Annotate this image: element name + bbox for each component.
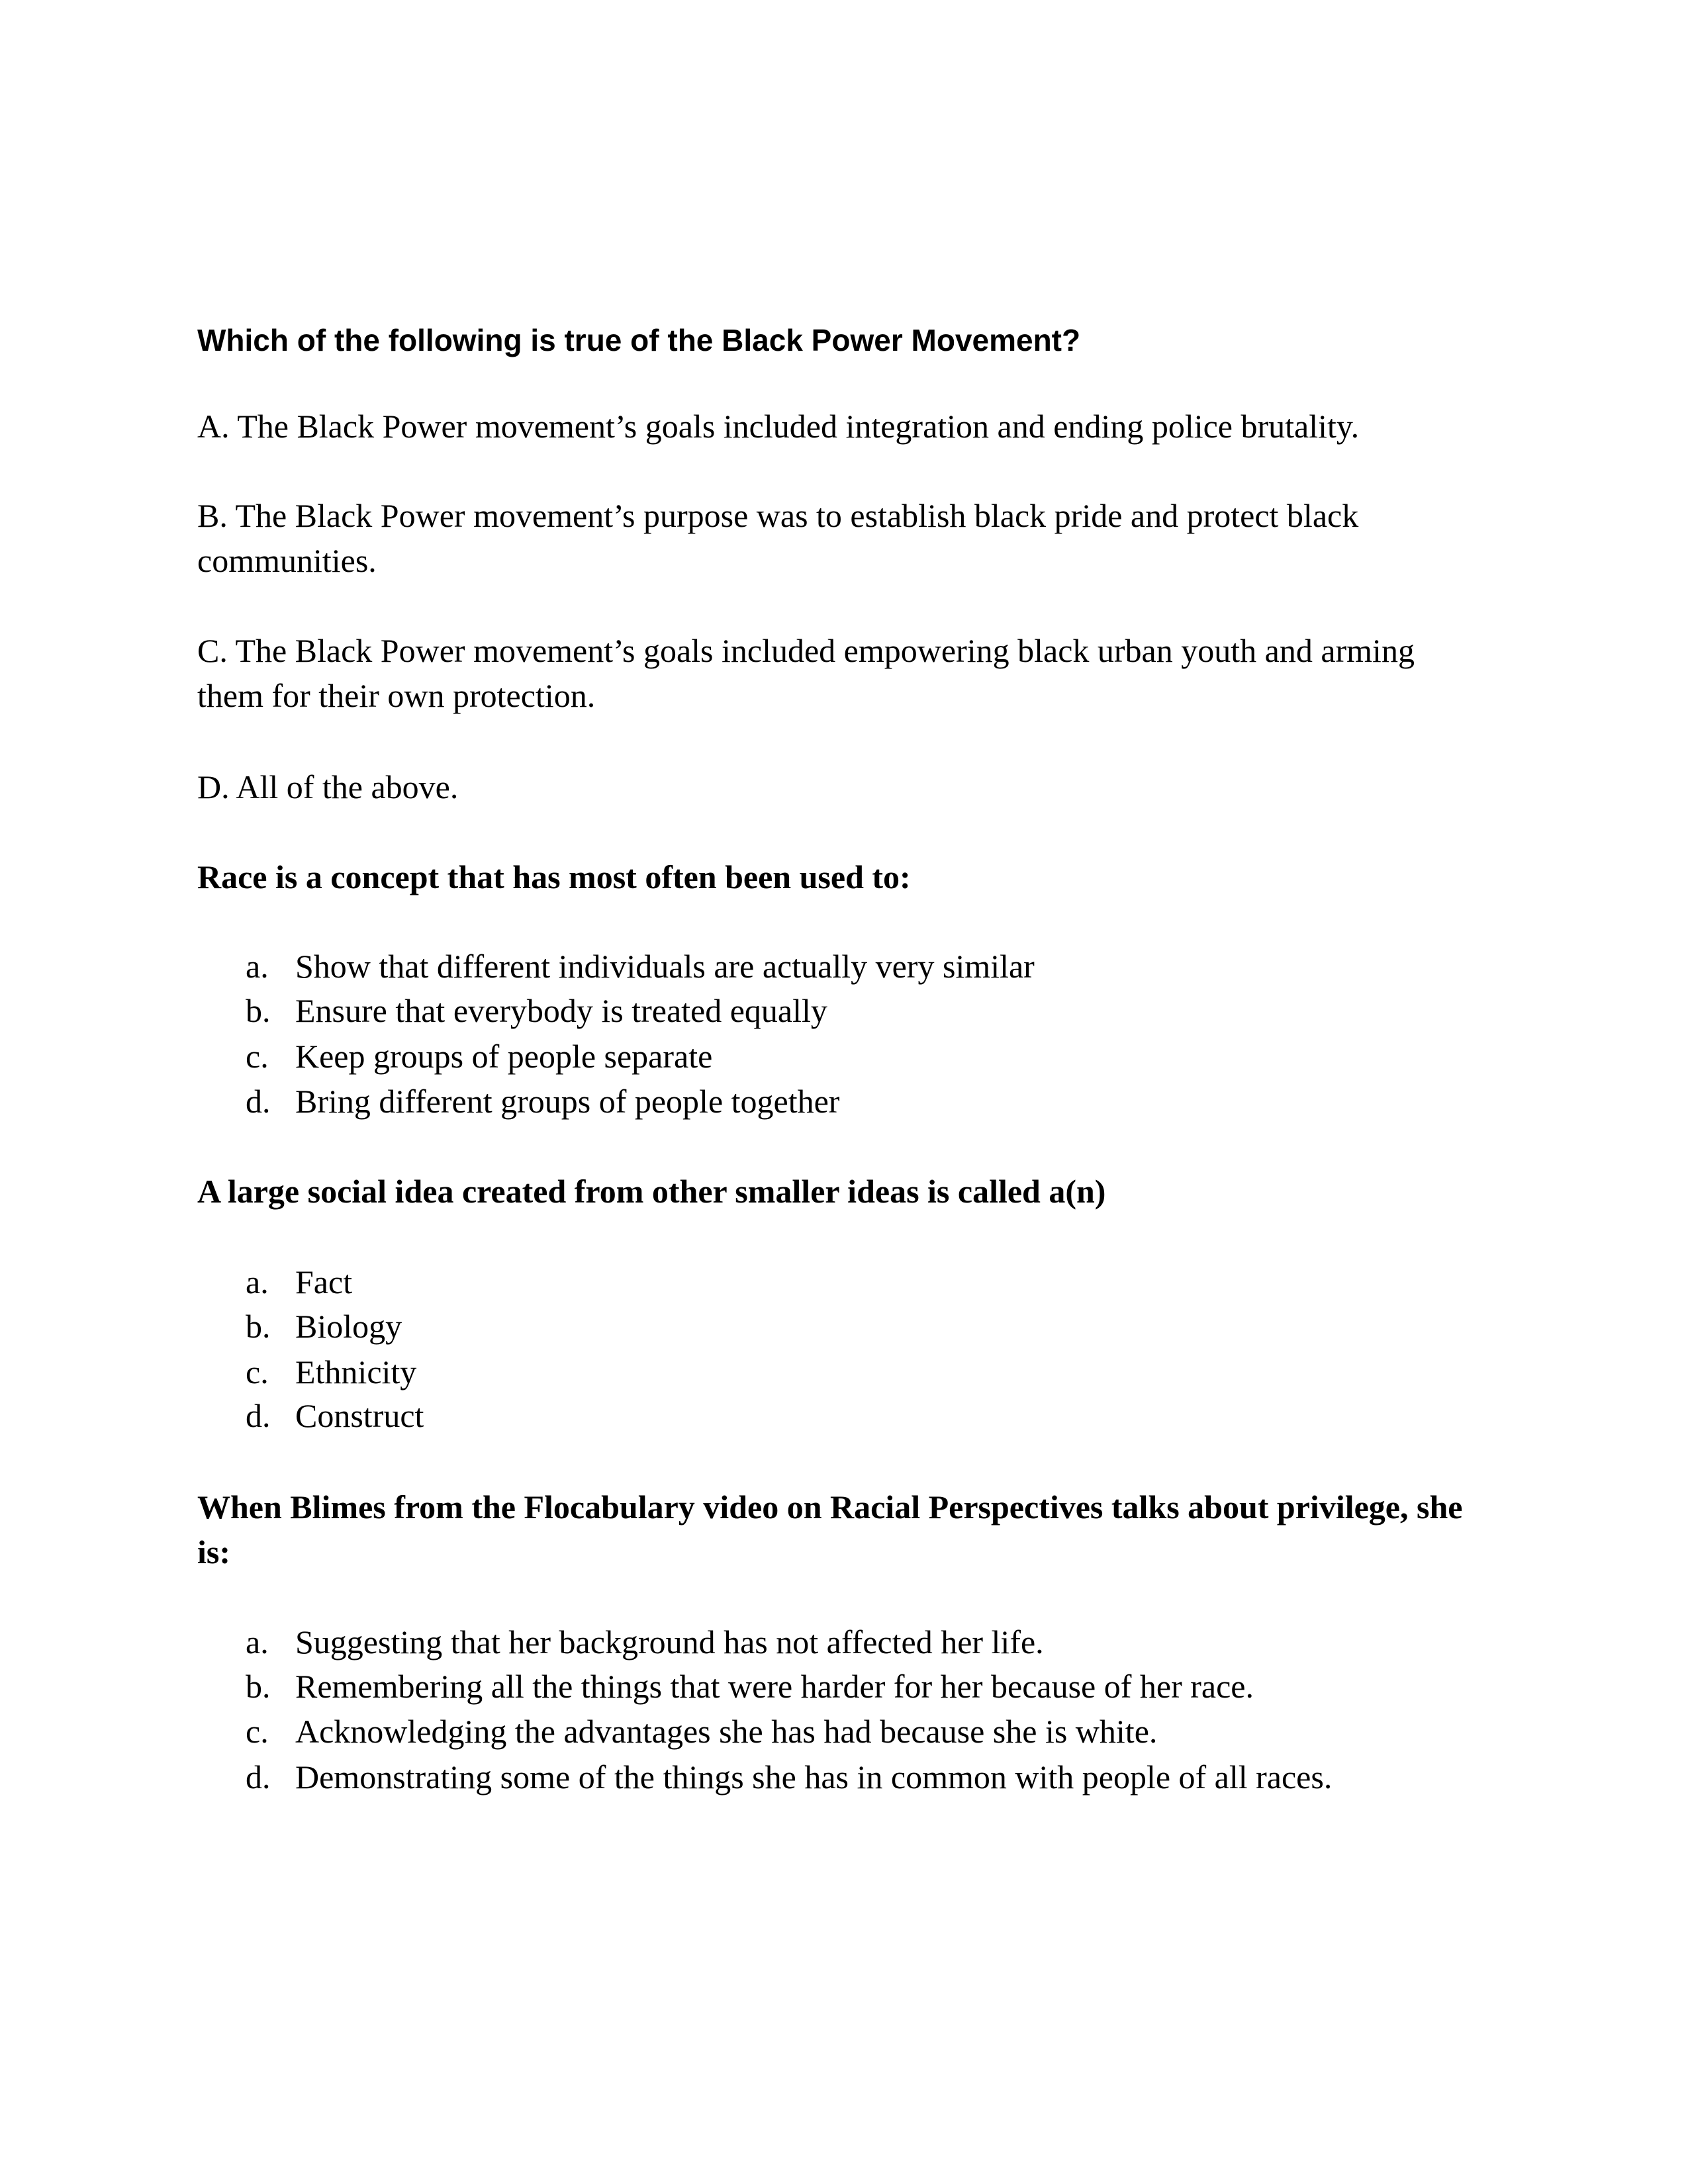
option-text: Bring different groups of people together <box>295 1083 840 1120</box>
question-1-option-c: C. The Black Power movement’s goals included empowering black urban youth and arming them for their own protection. <box>197 632 1415 714</box>
option-text: Ensure that everybody is treated equally <box>295 992 827 1029</box>
list-marker: d. <box>246 1083 271 1120</box>
option-text: Ethnicity <box>295 1353 417 1390</box>
question-1-option-a: A. The Black Power movement’s goals included integration and ending police brutality. <box>197 408 1360 445</box>
list-marker: c. <box>246 1713 269 1750</box>
question-4-prompt: When Blimes from the Flocabulary video on Racial Perspectives talks about privilege, she is: <box>197 1488 1463 1570</box>
list-marker: c. <box>246 1353 269 1390</box>
question-1-option-b: B. The Black Power movement’s purpose was to establish black pride and protect black communities. <box>197 497 1359 579</box>
list-marker: d. <box>246 1397 271 1434</box>
list-marker: b. <box>246 1668 271 1705</box>
option-text: Keep groups of people separate <box>295 1038 713 1075</box>
option-text: Acknowledging the advantages she has had because she is white. <box>295 1713 1158 1750</box>
option-text: Show that different individuals are actually very similar <box>295 948 1035 985</box>
question-1-prompt: Which of the following is true of the Black Power Movement? <box>197 323 1081 357</box>
question-3-prompt: A large social idea created from other smaller ideas is called a(n) <box>197 1173 1106 1210</box>
list-marker: b. <box>246 992 271 1029</box>
option-text: Fact <box>295 1263 353 1300</box>
question-1-option-d: D. All of the above. <box>197 768 459 805</box>
option-text: Suggesting that her background has not affected her life. <box>295 1623 1044 1661</box>
list-marker: d. <box>246 1758 271 1796</box>
list-marker: c. <box>246 1038 269 1075</box>
list-marker: a. <box>246 948 269 985</box>
option-text: Construct <box>295 1397 424 1434</box>
list-marker: a. <box>246 1623 269 1661</box>
list-marker: a. <box>246 1263 269 1300</box>
question-2-prompt: Race is a concept that has most often been used to: <box>197 858 911 895</box>
list-marker: b. <box>246 1308 271 1345</box>
option-text: Demonstrating some of the things she has in common with people of all races. <box>295 1758 1333 1796</box>
option-text: Biology <box>295 1308 402 1345</box>
option-text: Remembering all the things that were harder for her because of her race. <box>295 1668 1254 1705</box>
